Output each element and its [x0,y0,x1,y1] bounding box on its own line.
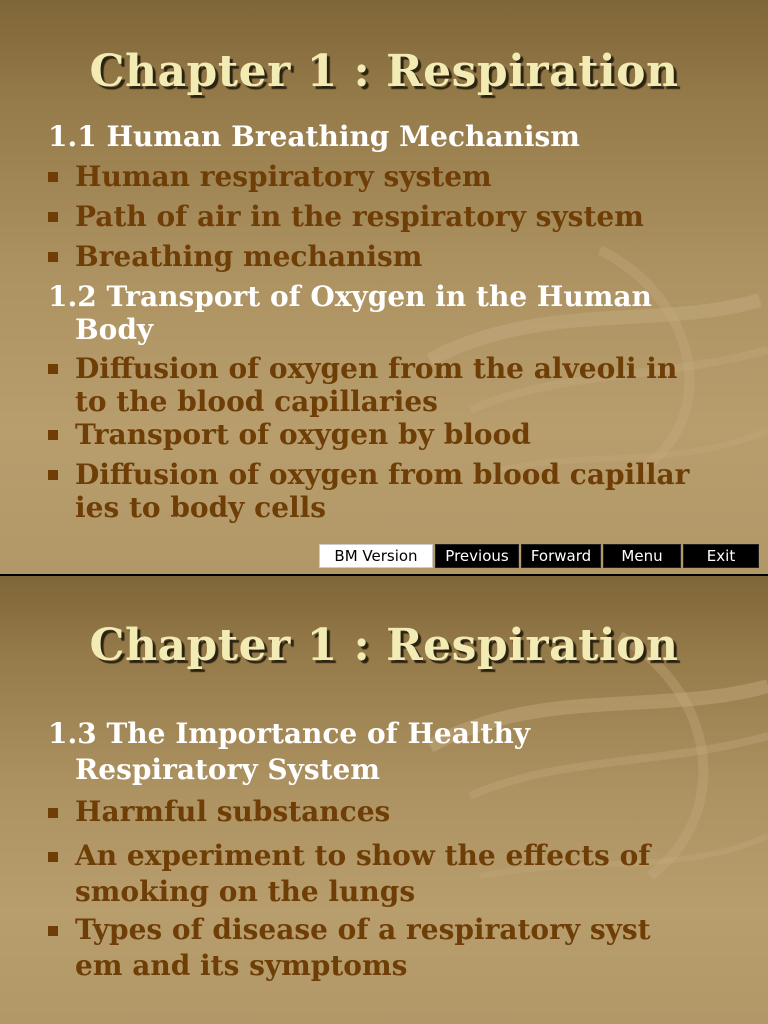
bullet-item: to the blood capillaries [75,385,438,418]
bullet-item: Diffusion of oxygen from the alveoli in [75,352,678,385]
bullet-square-icon [48,212,58,222]
bullet-item: Diffusion of oxygen from blood capillar [75,458,690,491]
bm-version-button[interactable]: BM Version [319,544,433,568]
bullet-item: Harmful substances [75,795,391,828]
bullet-square-icon [48,430,58,440]
forward-button[interactable]: Forward [521,544,601,568]
bullet-item: Path of air in the respiratory system [75,200,644,233]
section-heading: 1.3 The Importance of Healthy [48,717,531,750]
bullet-item: Breathing mechanism [75,240,423,273]
section-heading: 1.1 Human Breathing Mechanism [48,120,580,153]
bullet-square-icon [48,172,58,182]
bullet-item: Transport of oxygen by blood [75,418,531,451]
bullet-square-icon [48,808,58,818]
exit-button[interactable]: Exit [683,544,759,568]
previous-button[interactable]: Previous [435,544,519,568]
bullet-square-icon [48,364,58,374]
bullet-item: smoking on the lungs [75,875,416,908]
bullet-square-icon [48,926,58,936]
slide-title: Chapter 1 : Respiration [89,46,679,97]
bullet-item: An experiment to show the effects of [75,839,651,872]
bullet-item: ies to body cells [75,491,327,524]
section-heading: Body [75,313,154,346]
bullet-square-icon [48,470,58,480]
bullet-square-icon [48,252,58,262]
bullet-square-icon [48,852,58,862]
navigation-bar [317,544,759,570]
section-heading: Respiratory System [75,753,380,786]
slide-title: Chapter 1 : Respiration [89,620,679,671]
bullet-item: em and its symptoms [75,949,408,982]
bullet-item: Types of disease of a respiratory syst [75,913,651,946]
slide-2 [0,576,768,1024]
section-heading: 1.2 Transport of Oxygen in the Human [48,280,652,313]
bullet-item: Human respiratory system [75,160,492,193]
menu-button[interactable]: Menu [603,544,681,568]
